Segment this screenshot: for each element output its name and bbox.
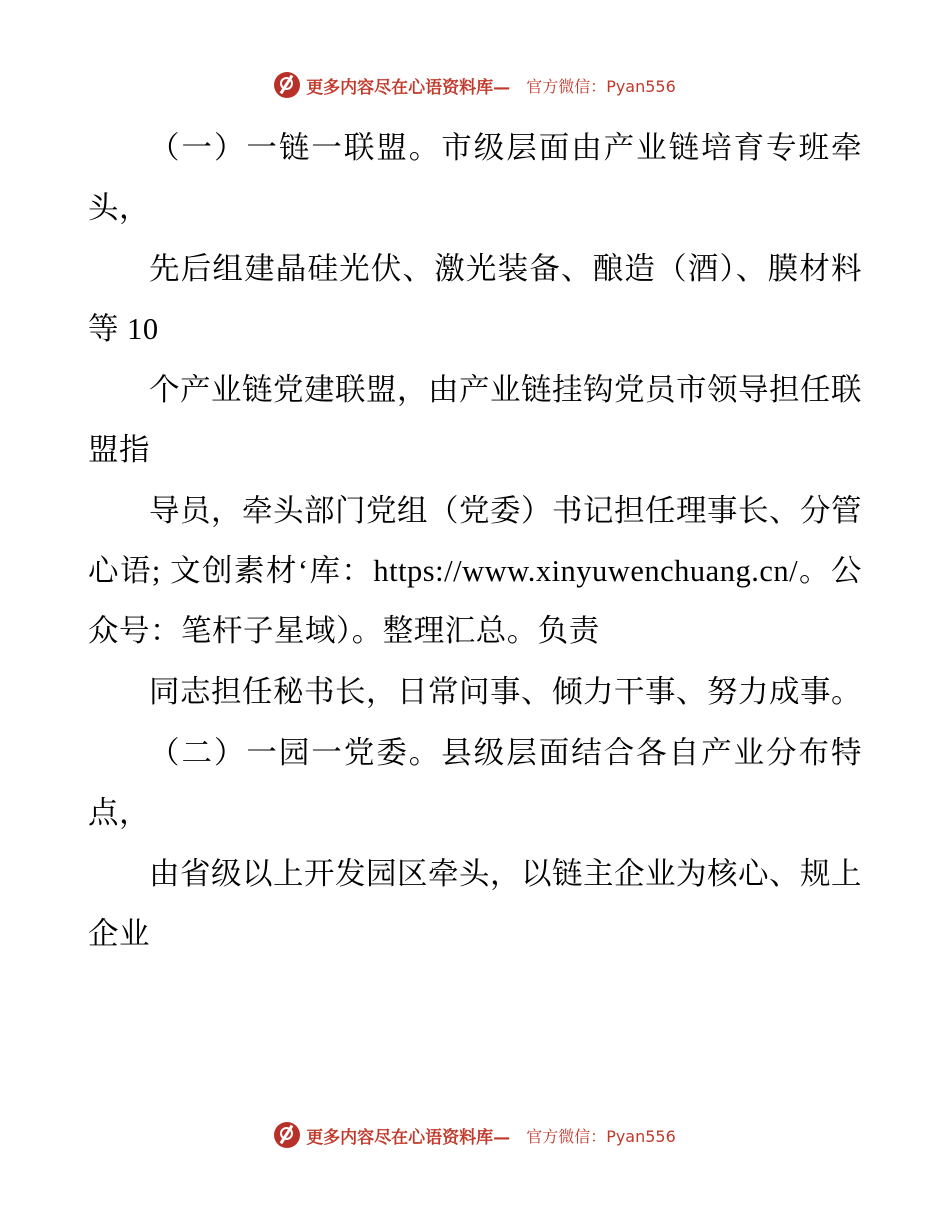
- paragraph-2: 先后组建晶硅光伏、激光装备、酿造（酒）、膜材料等 10: [88, 252, 862, 346]
- watermark-logo-icon: [274, 72, 300, 98]
- watermark-bottom: [0, 1122, 950, 1148]
- paragraph-6: （二）一园一党委。县级层面结合各自产业分布特点，: [88, 736, 862, 830]
- watermark-bottom-contact: 官方微信：Pyan556: [526, 1126, 676, 1146]
- paragraph-5: 同志担任秘书长，日常问事、倾力干事、努力成事。: [149, 675, 862, 709]
- watermark-bottom-text: 更多内容尽在心语资料库—: [306, 1127, 511, 1148]
- document-body: [88, 118, 862, 965]
- watermark-top-text: 更多内容尽在心语资料库—: [306, 77, 511, 98]
- paragraph-4: 导员，牵头部门党组（党委）书记担任理事长、分管心语; 文创素材‘库：https://www.xinyuwenchuang.cn/。公众号：笔杆子星域）。整理汇总。负责: [88, 494, 862, 648]
- paragraph-3: 个产业链党建联盟，由产业链挂钩党员市领导担任联盟指: [88, 373, 862, 467]
- watermark-top: [0, 72, 950, 98]
- watermark-top-contact: 官方微信：Pyan556: [526, 76, 676, 96]
- watermark-logo-icon: [274, 1122, 300, 1148]
- paragraph-1: （一）一链一联盟。市级层面由产业链培育专班牵头，: [88, 131, 862, 225]
- paragraph-7: 由省级以上开发园区牵头，以链主企业为核心、规上企业: [88, 857, 862, 951]
